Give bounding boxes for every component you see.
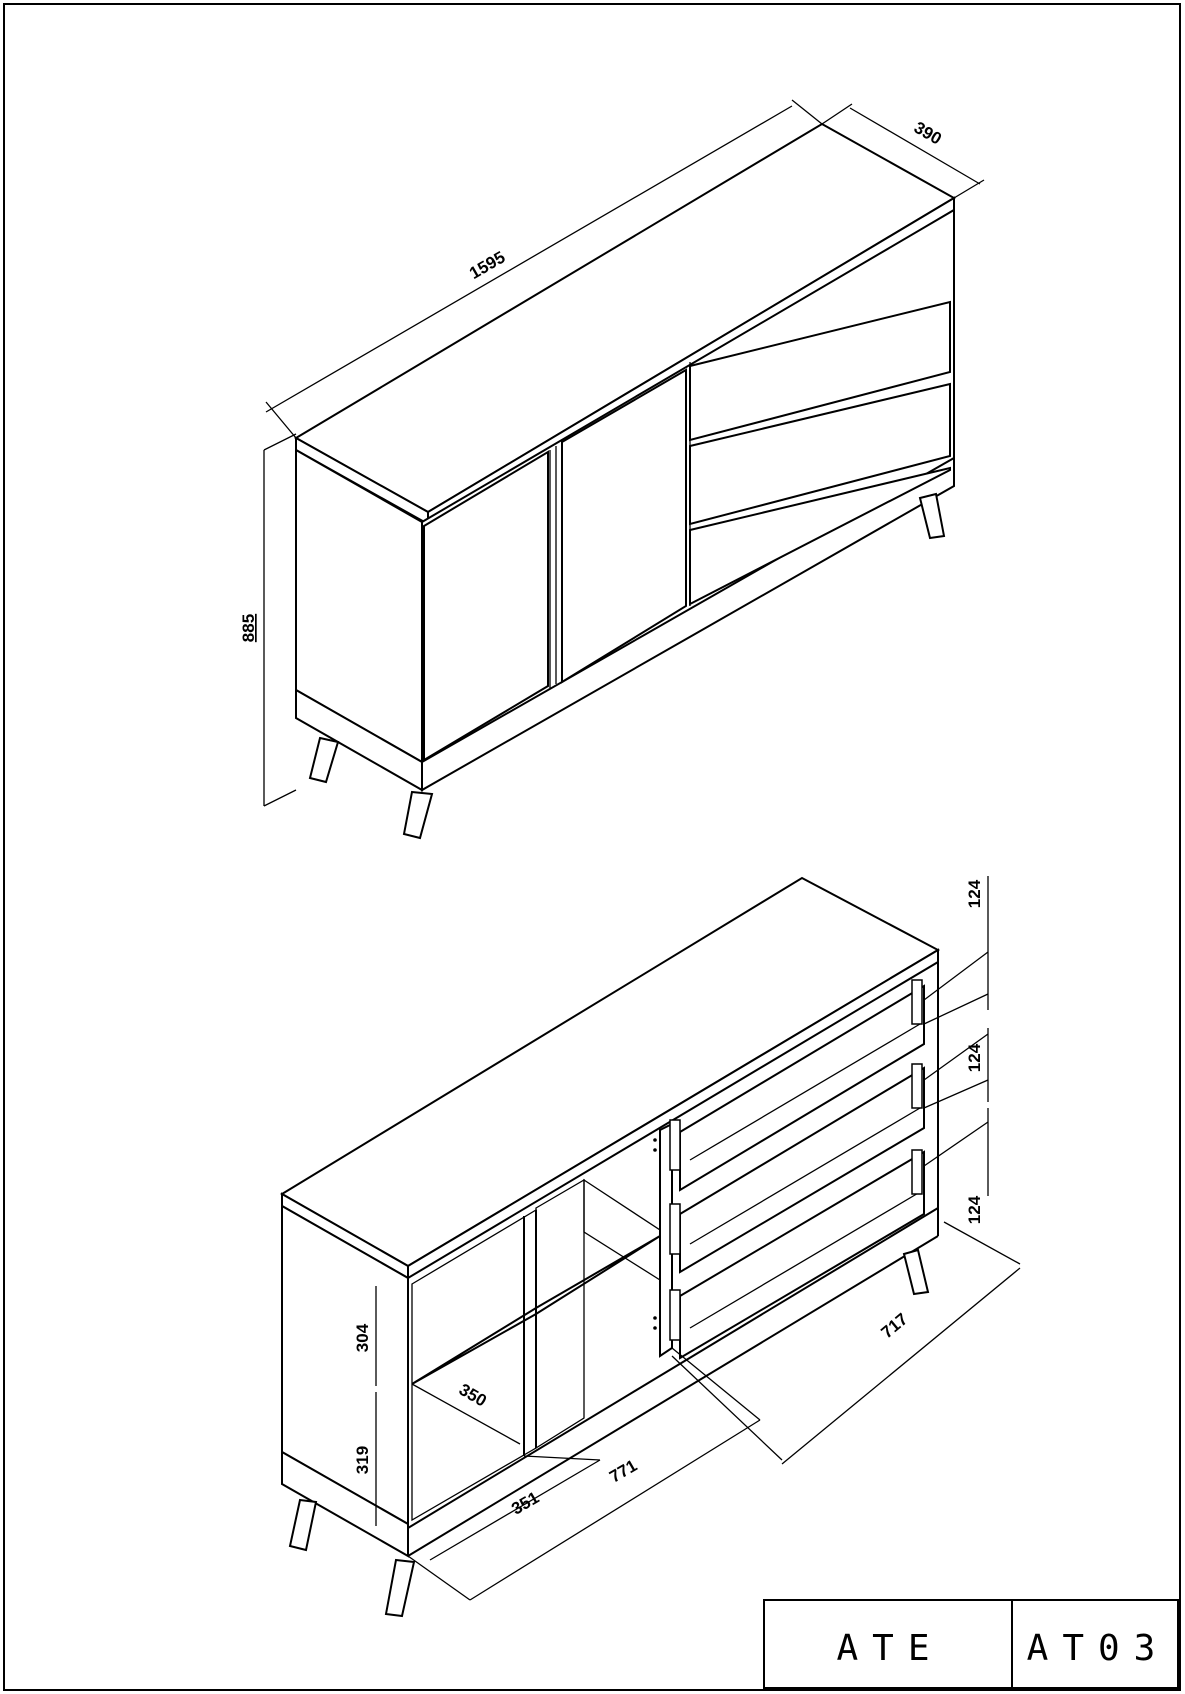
shelf-depth-label: 350 bbox=[455, 1379, 490, 1411]
dim-ext bbox=[672, 1348, 760, 1420]
height-ext-top bbox=[264, 434, 296, 450]
drawer-depth-ext bbox=[672, 1356, 782, 1460]
runner-bracket bbox=[670, 1204, 680, 1254]
shelf-pin bbox=[653, 1148, 657, 1152]
divider-panel bbox=[536, 1180, 584, 1448]
height-ext-bottom bbox=[264, 790, 296, 806]
shelf-pin bbox=[653, 1326, 657, 1330]
depth-ext-right bbox=[954, 180, 984, 198]
leg-front-center bbox=[404, 792, 432, 838]
runner-bracket bbox=[670, 1290, 680, 1340]
width-label: 1595 bbox=[466, 247, 509, 283]
shelf-upper-height-label: 304 bbox=[353, 1323, 372, 1353]
leg-right bbox=[920, 494, 944, 538]
height-label: 885 bbox=[239, 613, 258, 643]
runner-bracket bbox=[912, 980, 922, 1024]
drawer-height-label-3: 124 bbox=[965, 1195, 984, 1225]
shelf-lower-height-label: 319 bbox=[353, 1445, 372, 1475]
runner-bracket bbox=[670, 1120, 680, 1170]
drawer-ext bbox=[924, 1080, 988, 1108]
drawer-ext bbox=[924, 1122, 988, 1166]
width-ext-left bbox=[266, 402, 296, 438]
runner-bracket bbox=[912, 1150, 922, 1194]
model-label: AT03 bbox=[1026, 1628, 1170, 1669]
open-sideboard-view bbox=[282, 876, 1020, 1616]
drawer-depth-label: 717 bbox=[877, 1309, 912, 1343]
closed-sideboard-view bbox=[239, 100, 984, 838]
drawer-depth-ext bbox=[944, 1222, 1020, 1264]
drawer-height-label-2: 124 bbox=[965, 1043, 984, 1073]
shelf-pin bbox=[653, 1138, 657, 1142]
dim-ext bbox=[524, 1456, 600, 1460]
shelf-pin bbox=[653, 1316, 657, 1320]
runner-bracket bbox=[912, 1064, 922, 1108]
cabinet-width-label: 771 bbox=[606, 1455, 641, 1487]
depth-label: 390 bbox=[910, 117, 945, 149]
drawer-height-label-1: 124 bbox=[965, 879, 984, 909]
title-block bbox=[764, 1600, 1178, 1688]
depth-ext-left bbox=[822, 104, 852, 124]
dim-ext bbox=[408, 1556, 470, 1600]
width-ext-right bbox=[792, 100, 822, 124]
shelf-right bbox=[584, 1180, 660, 1280]
open-leg-left bbox=[290, 1500, 316, 1550]
brand-label: ATE bbox=[836, 1628, 944, 1669]
drawer-ext bbox=[924, 994, 988, 1024]
compartment-width-label: 351 bbox=[508, 1487, 543, 1519]
leg-front-left bbox=[310, 738, 338, 782]
open-leg-center bbox=[386, 1560, 414, 1616]
drawer-depth-dim-line bbox=[782, 1268, 1020, 1464]
drawing-border bbox=[4, 4, 1180, 1690]
open-leg-right bbox=[904, 1250, 928, 1294]
